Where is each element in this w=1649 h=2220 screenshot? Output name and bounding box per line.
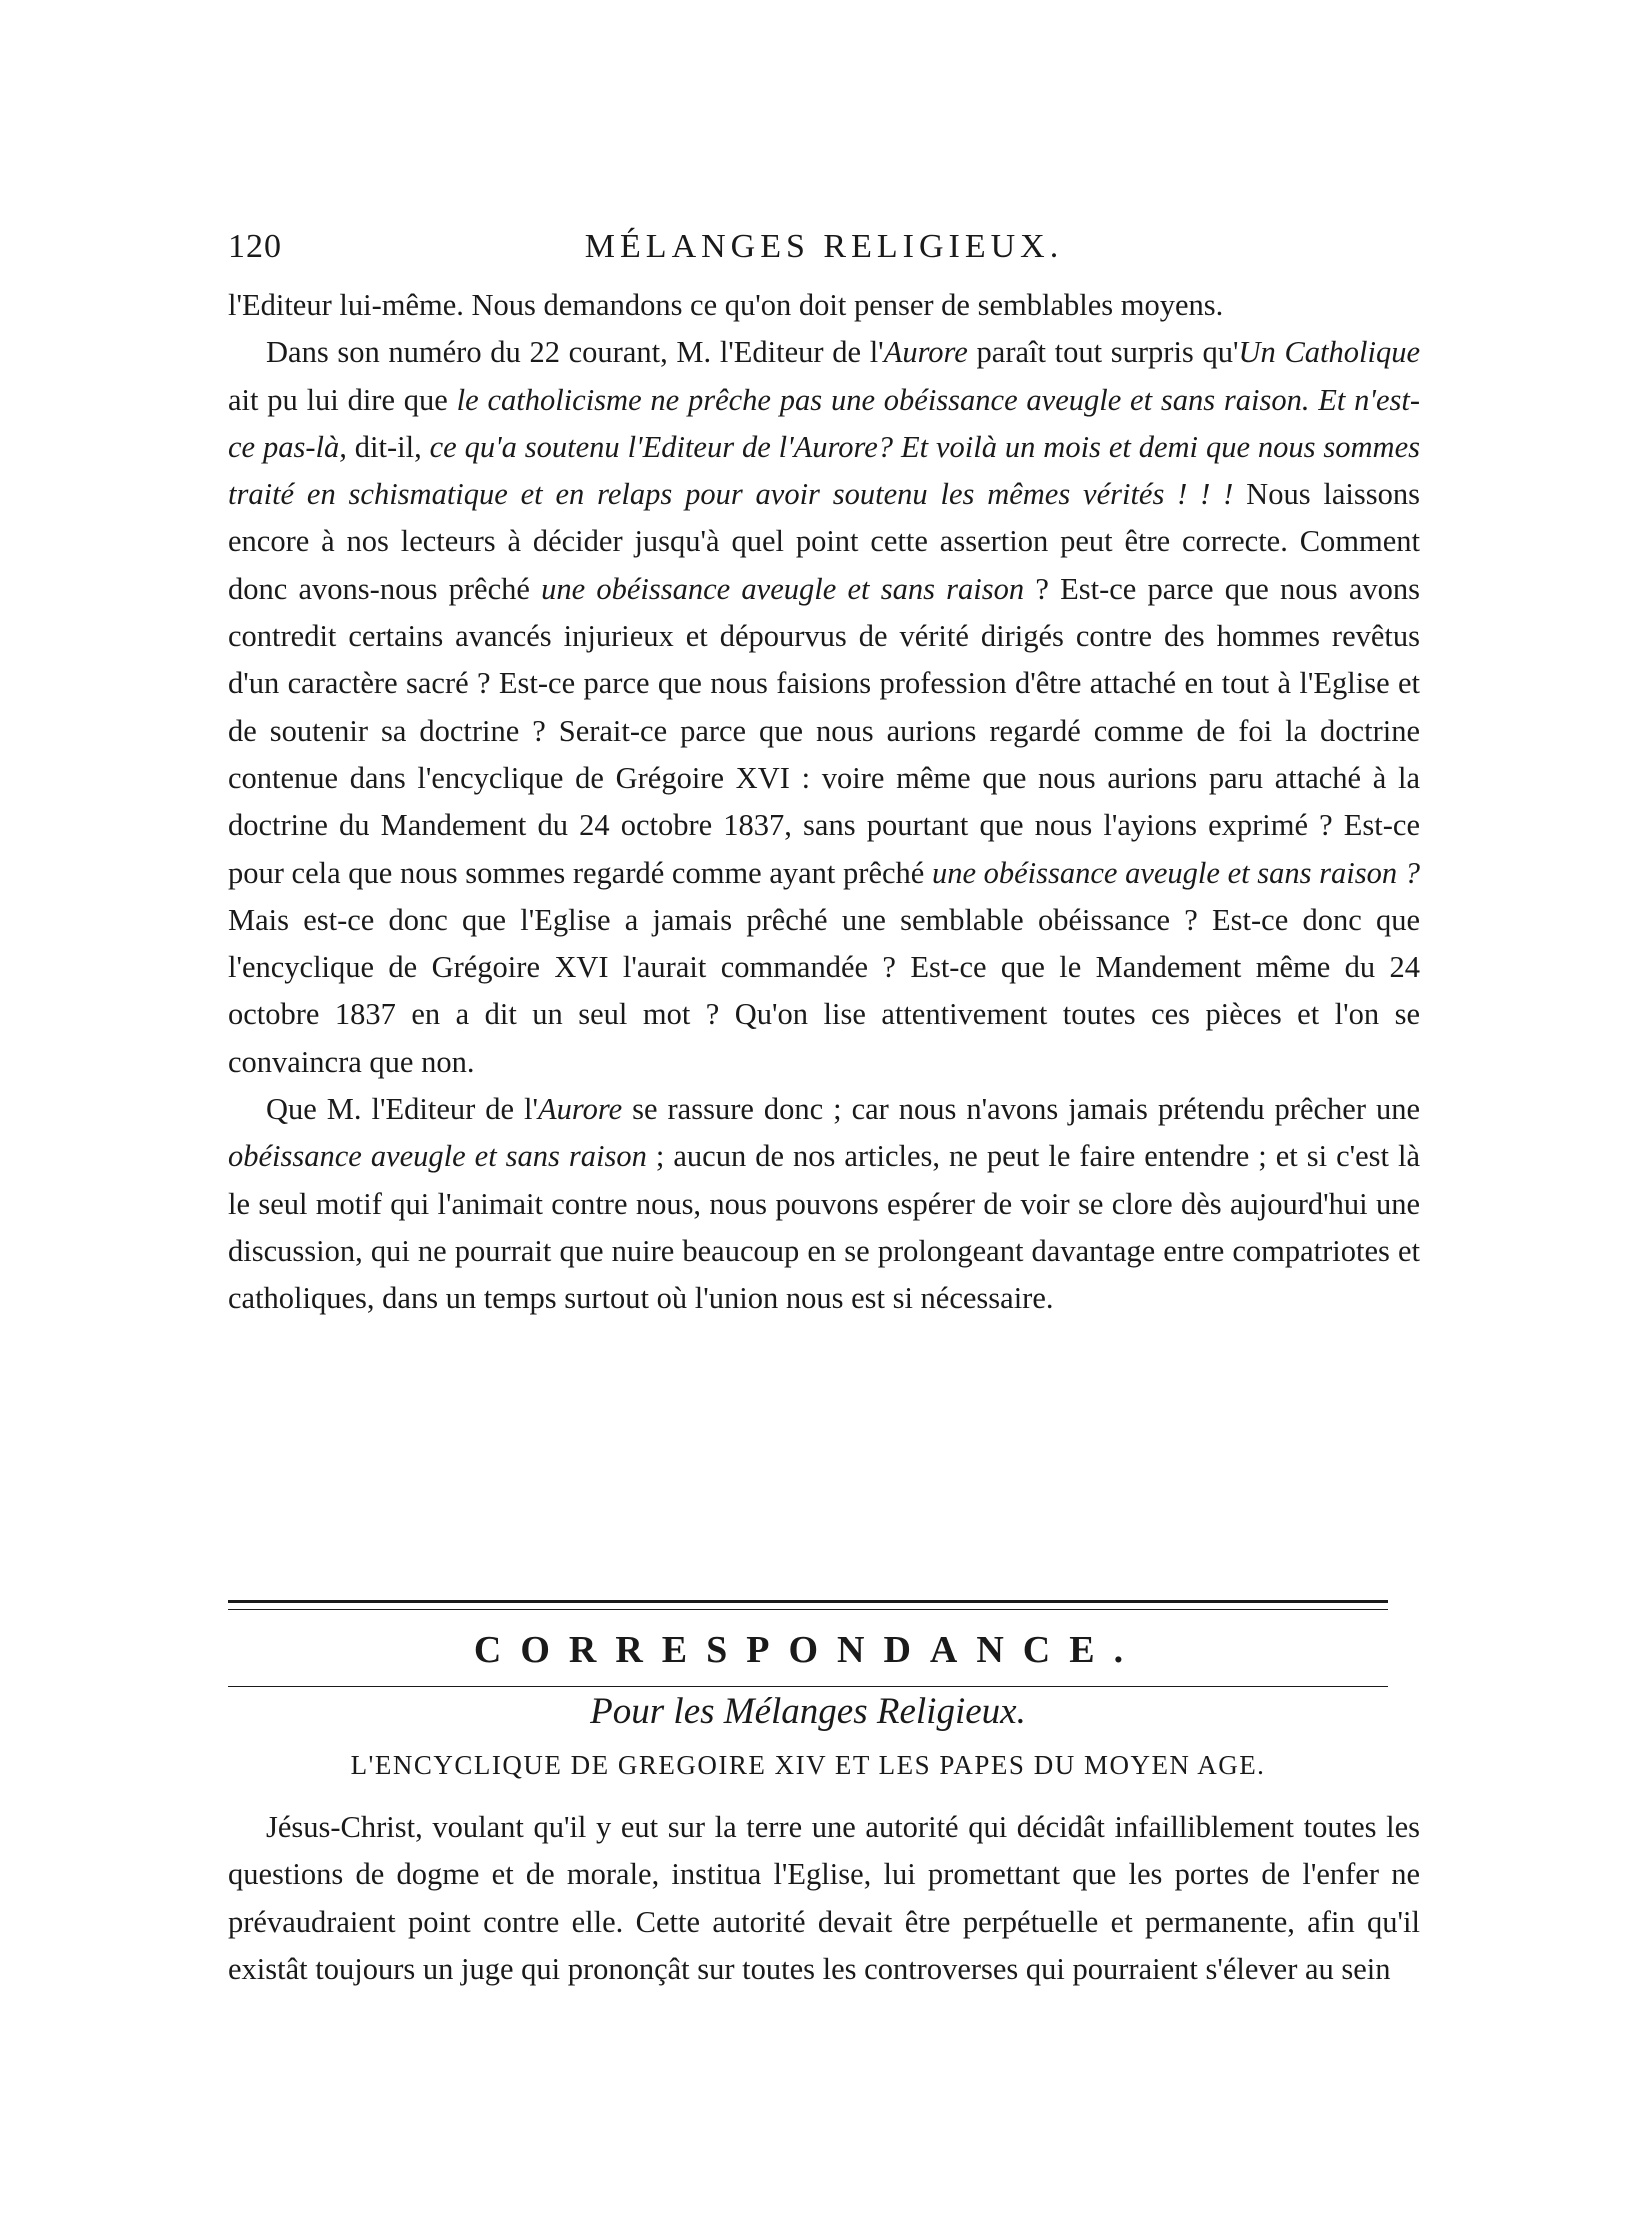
dedication-line: Pour les Mélanges Religieux. bbox=[590, 1691, 1026, 1732]
page-number: 120 bbox=[228, 228, 282, 265]
title-underline bbox=[228, 1686, 1388, 1687]
text-run: Dans son numéro du 22 courant, M. l'Editeur de l' bbox=[266, 335, 884, 370]
article-title: L'ENCYCLIQUE DE GREGOIRE XIV ET LES PAPES DU MOYEN AGE. bbox=[350, 1750, 1266, 1780]
paragraph-encyclique: Jésus-Christ, voulant qu'il y eut sur la terre une autorité qui décidât infailliblement toutes les questions de dogme et de morale, institua l'Eglise, lui promettant que les portes de l'enfer ne prévaudraient point contre elle. Cette autorité devait être perpétuelle et permanente, afin qu'il existât toujours un juge qui prononçât sur toutes les controverses qui pourraient s'élever au sein bbox=[228, 1810, 1420, 1986]
text-run: paraît tout surpris qu' bbox=[967, 335, 1239, 370]
section-title: CORRESPONDANCE. bbox=[473, 1629, 1143, 1671]
text-run: Que M. l'Editeur de l' bbox=[266, 1092, 538, 1127]
text-run: ; aucun de nos articles, ne peut le faire entendre ; et si c'est là le seul motif qui l'animait contre nous, nous pouvons espérer de voir se clore dès aujourd'hui une discussion, qui ne pourrait que nuire beaucoup en se prolongeant davantage entre compatriotes et catholiques, dans un temps surtout où l'union nous est si nécessaire. bbox=[228, 1139, 1420, 1316]
italic-run: obéissance aveugle et sans raison bbox=[228, 1139, 647, 1174]
paragraph-aurore-reply bbox=[228, 329, 1420, 1086]
italic-run: ce qu'a soutenu l'Editeur de l'Aurore? Et voilà un mois et demi que nous sommes traité en schismatique et en relaps pour avoir soutenu les mêmes vérités ! ! ! bbox=[228, 429, 1420, 512]
text-run: ait pu lui dire que bbox=[228, 382, 457, 417]
running-title: MÉLANGES RELIGIEUX. bbox=[584, 228, 1064, 265]
text-run: Nous laissons encore à nos lecteurs à décider jusqu'à quel point cette assertion peut être correcte. Comment donc avons-nous prêché bbox=[228, 477, 1420, 606]
italic-run: le catholicisme ne prêche pas une obéissance aveugle et sans raison. Et n'est-ce pas-là, bbox=[228, 382, 1420, 464]
section-divider bbox=[228, 1600, 1388, 1610]
text-run: ? Est-ce parce que nous avons contredit certains avancés injurieux et dépourvus de vérité dirigés contre des hommes revêtus d'un caractère sacré ? Est-ce parce que nous faisions profession d'être attaché en tout à l'Eglise et de soutenir sa doctrine ? Serait-ce parce que nous aurions regardé comme de foi la doctrine contenue dans l'encyclique de Grégoire XVI : voire même que nous aurions paru attaché à la doctrine du Mandement du 24 octobre 1837, sans pourtant que nous l'ayions exprimé ? Est-ce pour cela que nous sommes regardé comme ayant prêché bbox=[228, 571, 1420, 890]
paragraph-continuation: l'Editeur lui-même. Nous demandons ce qu'on doit penser de semblables moyens. bbox=[228, 288, 1224, 322]
italic-run: Aurore bbox=[883, 335, 968, 370]
running-head bbox=[228, 228, 1420, 268]
paragraph-conclusion bbox=[228, 1086, 1420, 1322]
text-run: dit-il, bbox=[346, 429, 430, 464]
correspondance-body bbox=[228, 1804, 1420, 1993]
italic-run: une obéissance aveugle et sans raison bbox=[541, 571, 1025, 606]
italic-run: Aurore bbox=[537, 1092, 623, 1127]
italic-run: Un Catholique bbox=[1238, 335, 1420, 370]
text-run: se rassure donc ; car nous n'avons jamais prétendu prêcher une bbox=[622, 1092, 1420, 1127]
italic-run: une obéissance aveugle et sans raison ? bbox=[931, 855, 1420, 890]
text-run: Mais est-ce donc que l'Eglise a jamais prêché une semblable obéissance ? Est-ce donc que l'encyclique de Grégoire XVI l'aurait commandée ? Est-ce que le Mandement même du 24 octobre 1837 en a dit un seul mot ? Qu'on lise attentivement toutes ces pièces et l'on se convaincra que non. bbox=[228, 902, 1420, 1079]
article-body bbox=[228, 282, 1420, 1323]
